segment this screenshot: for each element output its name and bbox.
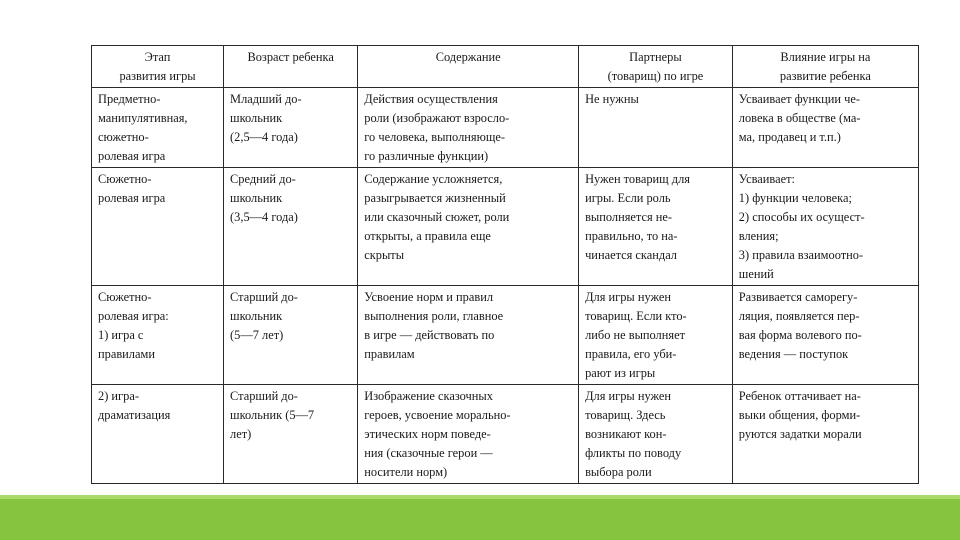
- table-header-row: [92, 46, 919, 88]
- table-row: [92, 168, 919, 286]
- table-cell: Развивается саморегу- ляция, появляется пер- вая форма волевого по- ведения — поступок: [732, 286, 918, 385]
- header-cell: Этап развития игры: [92, 46, 224, 88]
- table-image: [91, 45, 919, 484]
- table-cell: Не нужны: [579, 88, 733, 168]
- table-cell: Для игры нужен товарищ. Здесь возникают кон- фликты по поводу выбора роли: [579, 385, 733, 484]
- table-cell: Нужен товарищ для игры. Если роль выполняется не- правильно, то на- чинается скандал: [579, 168, 733, 286]
- table-cell: Старший до- школьник (5—7 лет): [224, 385, 358, 484]
- table-cell: Изображение сказочных героев, усвоение морально- этических норм поведе- ния (сказочные герои — носители норм): [358, 385, 579, 484]
- table-cell: Сюжетно- ролевая игра: [92, 168, 224, 286]
- table-cell: Усвоение норм и правил выполнения роли, главное в игре — действовать по правилам: [358, 286, 579, 385]
- table-cell: Предметно- манипулятивная, сюжетно- ролевая игра: [92, 88, 224, 168]
- table-row: [92, 385, 919, 484]
- table-cell: Старший до- школьник (5—7 лет): [224, 286, 358, 385]
- header-cell: Партнеры (товарищ) по игре: [579, 46, 733, 88]
- table-cell: Для игры нужен товарищ. Если кто- либо не выполняет правила, его уби- рают из игры: [579, 286, 733, 385]
- header-cell: Возраст ребенка: [224, 46, 358, 88]
- table-cell: 2) игра- драматизация: [92, 385, 224, 484]
- table-row: [92, 88, 919, 168]
- table-cell: Действия осуществления роли (изображают взросло- го человека, выполняюще- го различные функции): [358, 88, 579, 168]
- slide-footer-bar: [0, 495, 960, 540]
- header-cell: Содержание: [358, 46, 579, 88]
- table-cell: Ребенок оттачивает на- выки общения, форми- руются задатки морали: [732, 385, 918, 484]
- table-cell: Усваивает: 1) функции человека; 2) способы их осущест- вления; 3) правила взаимоотно- шений: [732, 168, 918, 286]
- header-cell: Влияние игры на развитие ребенка: [732, 46, 918, 88]
- slide-footer-stripe: [0, 495, 960, 499]
- table-cell: Сюжетно- ролевая игра: 1) игра с правилами: [92, 286, 224, 385]
- table-row: [92, 286, 919, 385]
- table-cell: Содержание усложняется, разыгрывается жизненный или сказочный сюжет, роли открыты, а правила еще скрыты: [358, 168, 579, 286]
- play-stages-table: [91, 45, 919, 484]
- table-cell: Младший до- школьник (2,5—4 года): [224, 88, 358, 168]
- table-cell: Средний до- школьник (3,5—4 года): [224, 168, 358, 286]
- table-cell: Усваивает функции че- ловека в обществе (ма- ма, продавец и т.п.): [732, 88, 918, 168]
